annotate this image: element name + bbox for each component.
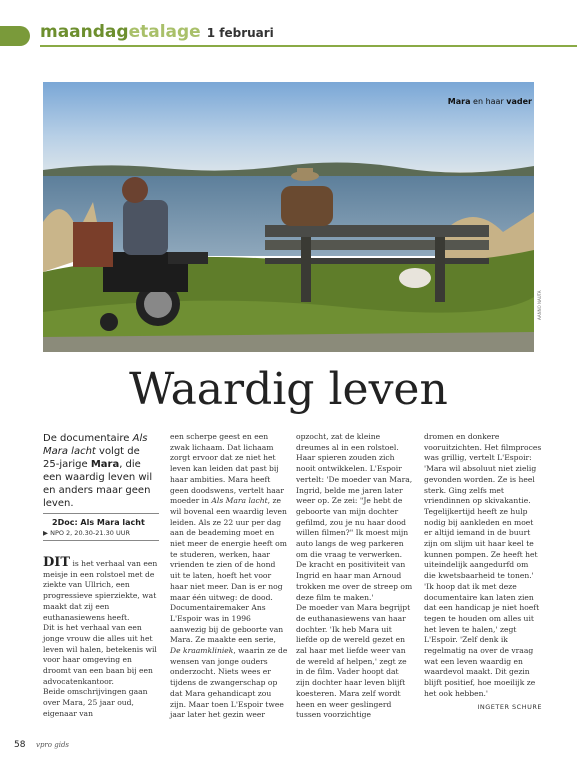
article-title: Waardig leven <box>129 364 448 415</box>
article-intro <box>43 432 159 510</box>
page-number: 58 <box>14 740 26 750</box>
col1-para-3: Beide omschrijvingen gaan over Mara, 25 jaar oud, eigenaar van <box>43 687 148 718</box>
section-header <box>40 22 274 42</box>
caption-relation: vader <box>506 97 532 106</box>
intro-film-title: Als Mara lacht <box>43 433 148 457</box>
col4-para-2: 'Ik hoop dat ik met deze documentaire kan laten zien dat een handicap je niet hoeft tegen te houden om alles uit het leven te halen,' zegt L'Espoir. 'Zelf denk ik regelmatig na over de vraag wat een leven waardig en waardevol maakt. Dit gezin blijft positief, hoe moeilijk ze het ook hebben.' <box>424 581 540 698</box>
section-tab <box>0 26 30 46</box>
col2-series-title: De kraamkliniek <box>170 646 234 656</box>
intro-text-2: volgt de 25-jarige <box>43 446 140 470</box>
col2-text-c: , waarin ze de wensen van jonge ouders onderzocht. Niets wees er tijdens de zwangerschap op dat Mara gehandicapt zou zijn. Maar toen L'Espoir twee jaar later het gezin weer <box>170 646 288 720</box>
intro-text-1: De documentaire <box>43 433 133 444</box>
caption-and: en haar <box>473 97 504 106</box>
header-date: 1 februari <box>206 26 274 40</box>
article-column-1 <box>43 555 161 720</box>
caption-name: Mara <box>447 97 471 106</box>
article-column-3 <box>296 432 414 721</box>
header-rule <box>40 45 577 47</box>
article-column-4 <box>424 432 542 712</box>
play-icon: ▶ <box>43 529 48 537</box>
dropcap: DIT <box>43 555 71 570</box>
photo-caption <box>448 97 532 106</box>
col2-film-title: Als Mara lacht <box>211 496 268 506</box>
section-name: maandag <box>40 22 129 42</box>
col2-text-b: , ze wil bovenal een waardig leven leiden. Als ze 22 uur per dag aan de beademing moet en niet meer de energie heeft om te studeren, werken, haar vrienden te zien of de hond uit te laten, hoeft het voor haar niet meer. Dan is er nog maar één uitweg: de dood. Documentairemaker Ans L'Espoir was in 1996 aanwezig bij de geboorte van Mara. Ze maakte een serie, <box>170 496 287 645</box>
col4-para-1: dromen en donkere vooruitzichten. Het filmproces was grillig, vertelt L'Espoir: 'Mara wil absoluut niet zielig gevonden worden. Ze is heel sterk. Ging zelfs met vriendinnen op skivakantie. Tegelijkertijd heeft ze hulp nodig bij aankleden en moet er altijd iemand in de buurt zijn om slijm uit haar keel te kunnen pompen. Ze heeft het uiteindelijk aangedurfd om die kwetsbaarheid te tonen.' <box>424 432 542 581</box>
intro-name: Mara <box>90 459 120 470</box>
tv-title: 2Doc: Als Mara lacht <box>52 518 145 527</box>
section-subname: etalage <box>128 22 201 42</box>
col1-para-2: Dit is het verhaal van een jonge vrouw die alles uit het leven wil halen, betekenis wil voor haar omgeving en droomt van een baan bij een advocatenkantoor. <box>43 623 157 686</box>
magazine-name: vpro gids <box>36 741 70 749</box>
article-column-2 <box>170 432 288 721</box>
col3-para-1: opzocht, zat de kleine dreumes al in een rolstoel. Haar spieren zouden zich nooit ontwikkelen. L'Espoir vertelt: 'De moeder van Mara, Ingrid, belde me jaren later weer op. Ze zei: "Je hebt de geboorte van mijn dochter gefilmd, zou je nu haar dood willen filmen?" Ik moest mijn auto langs de weg parkeren om die vraag te verwerken. De kracht en positiviteit van Ingrid en haar man Arnoud trokken me over de streep om deze film te maken.' <box>296 432 413 602</box>
intro-text-3: , die een waardig leven wil en anders maar geen leven. <box>43 459 153 509</box>
tv-schedule: NPO 2, 20.30-21.30 UUR <box>50 529 130 537</box>
hero-photo <box>43 82 534 352</box>
photo-credit: AANNO NAUTA <box>537 290 542 320</box>
col3-para-2: De moeder van Mara begrijpt de euthanasiewens van haar dochter. 'Ik heb Mara uit liefde op de wereld gezet en zal haar met liefde weer van de wereld af helpen,' zegt ze in de film. Vader hoopt dat zijn dochter haar leven blijft koesteren. Mara zelf wordt heen en weer geslingerd tussen voorzichtige <box>296 603 411 720</box>
lake-scene-illustration <box>43 82 534 352</box>
col2-text-a: een scherpe geest en een zwak lichaam. Dat lichaam zorgt ervoor dat ze niet het leven kan leiden dat past bij haar ambities. Mara heeft geen doodswens, vertelt haar moeder in <box>170 432 284 506</box>
col1-para-1: is het verhaal van een meisje in een rolstoel met de ziekte van Ullrich, een progressieve spierziekte, wat maakt dat zij een euthanasiewens heeft. <box>43 559 158 622</box>
author-signature: INGETER SCHURE <box>477 702 542 711</box>
tv-listing <box>43 513 159 541</box>
